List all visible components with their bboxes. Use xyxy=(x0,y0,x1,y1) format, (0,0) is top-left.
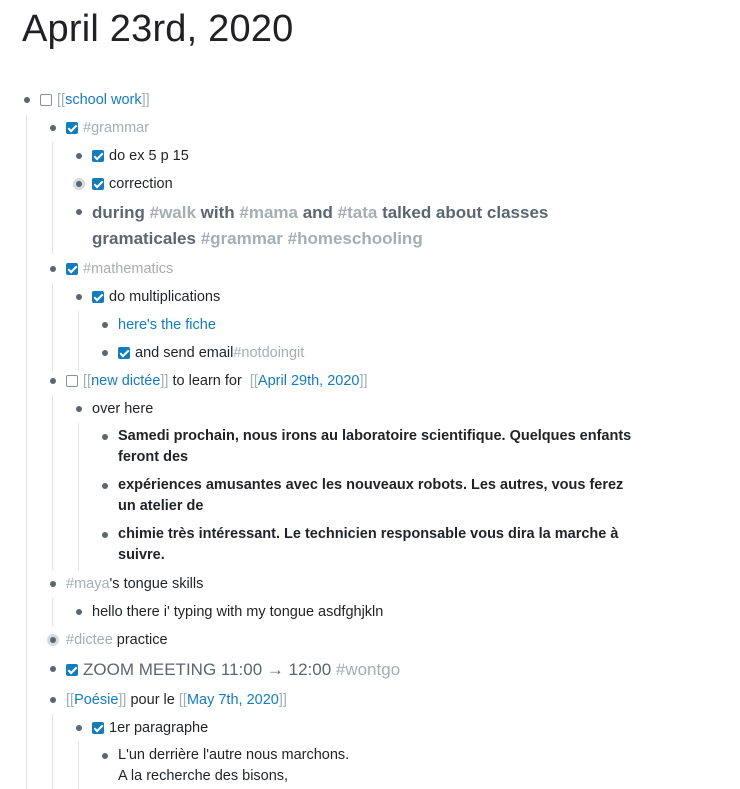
indent-guide xyxy=(78,742,79,789)
collapsed-bullet[interactable] xyxy=(47,634,59,646)
block-do-ex[interactable] xyxy=(92,146,189,166)
done-checkbox[interactable] xyxy=(118,347,130,359)
bullet[interactable] xyxy=(102,532,108,538)
block-text: do ex 5 p 15 xyxy=(109,148,189,164)
block-text: un atelier de xyxy=(118,498,204,514)
bullet[interactable] xyxy=(76,609,82,615)
bracket: ]] xyxy=(278,692,287,708)
tag[interactable]: #notdoingit xyxy=(233,345,305,361)
bullet[interactable] xyxy=(102,483,108,489)
indent-guide xyxy=(78,311,79,371)
done-checkbox[interactable] xyxy=(66,122,78,134)
bullet[interactable] xyxy=(50,581,56,587)
block-over-here[interactable] xyxy=(92,399,153,419)
block-text: Samedi prochain, nous irons au laboratoire scientifique. Quelques enfants xyxy=(118,428,632,444)
bracket: ]] xyxy=(359,373,368,389)
page-link[interactable]: April 29th, 2020 xyxy=(257,373,360,389)
bracket: [[ xyxy=(83,373,92,389)
block-text: expériences amusantes avec les nouveaux robots. Les autres, vous ferez xyxy=(118,477,624,493)
block-text: feront des xyxy=(118,449,189,465)
block-maya[interactable] xyxy=(66,574,203,594)
bullet[interactable] xyxy=(102,434,108,440)
bullet[interactable] xyxy=(76,153,82,159)
bracket: [[ xyxy=(249,373,258,389)
tag[interactable]: #grammar xyxy=(83,120,150,136)
tag[interactable]: #homeschooling xyxy=(282,229,423,248)
tag[interactable]: #wontgo xyxy=(335,660,401,679)
tag[interactable]: #grammar xyxy=(200,229,283,248)
block-text: hello there i' typing with my tongue asdfghjkln xyxy=(92,604,384,620)
bullet[interactable] xyxy=(102,322,108,328)
indent-guide xyxy=(52,598,53,626)
block-text: suivre. xyxy=(118,547,165,563)
bracket: ]] xyxy=(160,373,169,389)
block-experiences[interactable] xyxy=(118,475,623,517)
bullet[interactable] xyxy=(50,266,56,272)
page-title: April 23rd, 2020 xyxy=(22,8,294,50)
bullet[interactable] xyxy=(76,294,82,300)
tag[interactable]: #dictee xyxy=(66,632,113,648)
block-text: pour le xyxy=(126,692,179,708)
block-text: ZOOM MEETING 11:00 → 12:00 xyxy=(83,660,336,679)
block-mathematics[interactable] xyxy=(66,259,173,279)
bullet[interactable] xyxy=(50,125,56,131)
page-link[interactable]: new dictée xyxy=(91,373,161,389)
bullet[interactable] xyxy=(24,97,30,103)
bracket: [[ xyxy=(57,92,66,108)
indent-guide xyxy=(52,283,53,371)
indent-guide xyxy=(52,714,53,789)
bullet[interactable] xyxy=(102,350,108,356)
done-checkbox[interactable] xyxy=(92,722,104,734)
block-samedi[interactable] xyxy=(118,426,631,468)
block-dictee-practice[interactable] xyxy=(66,630,168,650)
bullet[interactable] xyxy=(102,753,108,759)
tag[interactable]: #tata xyxy=(337,203,378,222)
block-text: practice xyxy=(112,632,168,648)
done-checkbox[interactable] xyxy=(92,291,104,303)
block-text: over here xyxy=(92,401,154,417)
todo-checkbox[interactable] xyxy=(66,375,78,387)
block-school-work[interactable] xyxy=(40,90,150,110)
done-checkbox[interactable] xyxy=(92,150,104,162)
block-grammar[interactable] xyxy=(66,118,149,138)
indent-guide xyxy=(52,142,53,254)
block-text: during xyxy=(92,203,150,222)
block-text: with xyxy=(195,203,240,222)
done-checkbox[interactable] xyxy=(66,664,78,676)
block-text: gramaticales xyxy=(92,229,201,248)
todo-checkbox[interactable] xyxy=(40,94,52,106)
block-text: 's tongue skills xyxy=(109,576,204,592)
block-text: talked about classes xyxy=(377,203,549,222)
page-link[interactable]: May 7th, 2020 xyxy=(186,692,279,708)
external-link[interactable]: here's the fiche xyxy=(118,317,216,333)
block-text: chimie très intéressant. Le technicien responsable vous dira la marche à xyxy=(118,526,619,542)
bracket: ]] xyxy=(141,92,150,108)
block-text: 1er paragraphe xyxy=(109,720,209,736)
bullet[interactable] xyxy=(76,406,82,412)
bullet[interactable] xyxy=(50,697,56,703)
bullet[interactable] xyxy=(50,666,56,672)
block-correction[interactable] xyxy=(92,174,173,194)
indent-guide xyxy=(78,423,79,570)
block-send-email[interactable] xyxy=(118,343,304,363)
block-text: do multiplications xyxy=(109,289,221,305)
block-hello[interactable] xyxy=(92,602,383,622)
block-fiche[interactable] xyxy=(118,315,216,335)
block-chimie[interactable] xyxy=(118,524,618,566)
bracket: [[ xyxy=(178,692,187,708)
collapsed-bullet[interactable] xyxy=(73,178,85,190)
block-during[interactable] xyxy=(92,200,612,252)
tag[interactable]: #maya xyxy=(66,576,110,592)
block-text: correction xyxy=(109,176,173,192)
block-text: A la recherche des bisons, xyxy=(118,768,289,784)
tag[interactable]: #mama xyxy=(239,203,298,222)
bullet[interactable] xyxy=(50,378,56,384)
tag[interactable]: #walk xyxy=(149,203,196,222)
bullet[interactable] xyxy=(76,725,82,731)
block-paragraphe[interactable] xyxy=(92,718,208,738)
block-poem[interactable] xyxy=(118,745,349,787)
block-new-dictee[interactable] xyxy=(66,371,368,391)
bracket: ]] xyxy=(118,692,127,708)
block-do-multiplications[interactable] xyxy=(92,287,220,307)
page-link[interactable]: school work xyxy=(65,92,142,108)
bracket: [[ xyxy=(66,692,75,708)
block-text: to learn for xyxy=(168,373,246,389)
tag[interactable]: #mathematics xyxy=(83,261,174,277)
done-checkbox[interactable] xyxy=(66,263,78,275)
bullet[interactable] xyxy=(76,209,82,215)
block-zoom-meeting[interactable] xyxy=(66,659,400,681)
block-text: L'un derrière l'autre nous marchons. xyxy=(118,747,350,763)
page-link[interactable]: Poésie xyxy=(74,692,119,708)
block-poesie[interactable] xyxy=(66,690,287,710)
indent-guide xyxy=(52,395,53,570)
indent-guide xyxy=(26,114,27,789)
block-text: and xyxy=(297,203,338,222)
done-checkbox[interactable] xyxy=(92,178,104,190)
block-text: and send email xyxy=(135,345,234,361)
